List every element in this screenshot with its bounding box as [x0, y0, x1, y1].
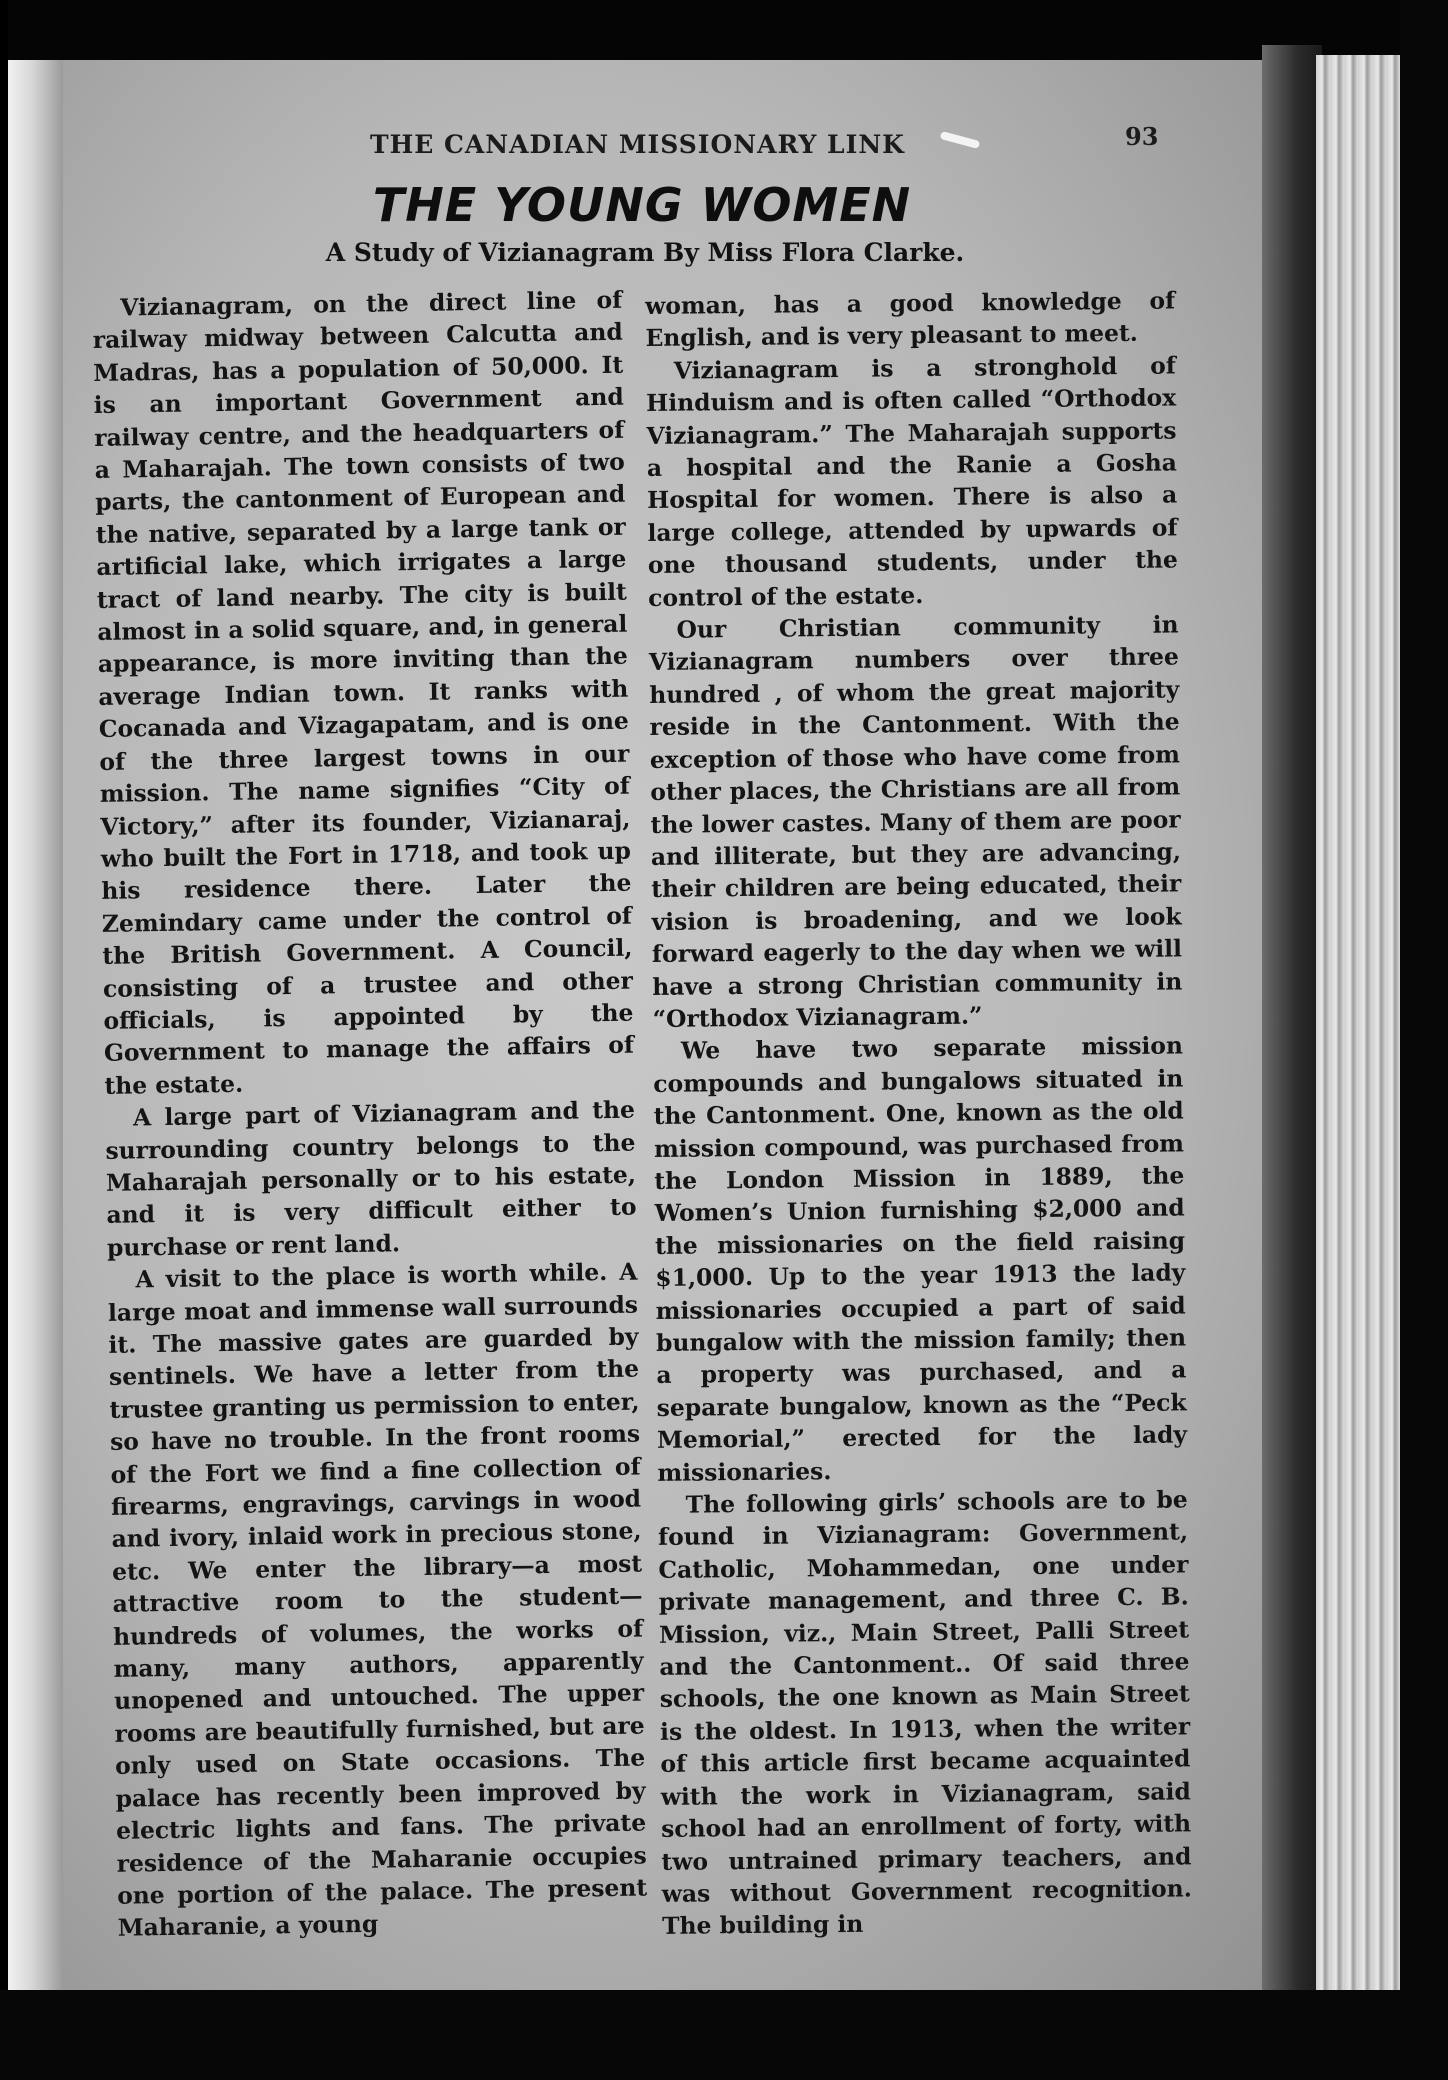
film-border-left — [0, 0, 8, 2080]
page-number: 93 — [1125, 122, 1159, 151]
page-left-edge — [8, 60, 63, 2000]
paragraph: Our Christian community in Vizianagram numbers over three hundred , of whom the great majority reside in the Cantonment. With the exception of those who have come from other places, the Christians are all from the lower castes. Many of them are poor and illiterate, but they are advancing, their children are being educated, their vision is broadening, and we look forward eagerly to the day when we will have a strong Christian community in “Orthodox Vizianagram.” — [648, 610, 1183, 1033]
film-border-right — [1400, 0, 1448, 2080]
article-subtitle: A Study of Vizianagram By Miss Flora Clarke. — [325, 238, 965, 267]
running-head: THE CANADIAN MISSIONARY LINK — [370, 130, 905, 159]
paragraph: A large part of Vizianagram and the surrounding country belongs to the Maharajah personally or to his estate, and it is very difficult either to purchase or rent land. — [105, 1095, 637, 1262]
paragraph-continued: woman, has a good knowledge of English, and is very pleasant to meet. — [645, 286, 1176, 353]
book-gutter-shadow — [1262, 45, 1322, 2005]
left-column — [92, 284, 648, 1943]
right-column — [645, 284, 1192, 1941]
paragraph: We have two separate mission compounds and bungalows situated in the Cantonment. One, known as the old mission compound, was purchased from the London Mission in 1889, the Women’s Union furnishing $2,000 and the missionaries on the field raising $1,000. Up to the year 1913 the lady missionaries occupied a part of said bungalow with the mission family; then a property was purchased, and a separate bungalow, known as the “Peck Memorial,” erected for the lady missionaries. — [653, 1031, 1188, 1487]
film-border-top — [0, 0, 1448, 60]
article-title: THE YOUNG WOMEN — [372, 178, 912, 232]
paragraph: A visit to the place is worth while. A large moat and immense wall surrounds it. The massive gates are guarded by sentinels. We have a letter from the trustee granting us permission to enter, so have no trouble. In the front rooms of the Fort we find a fine collection of firearms, engravings, carvings in wood and ivory, inlaid work in precious stone, etc. We enter the library—a most attractive room to the student—hundreds of volumes, the works of many, many authors, apparently unopened and untouched. The upper rooms are beautifully furnished, but are only used on State occasions. The palace has recently been improved by electric lights and fans. The private residence of the Maharanie occupies one portion of the palace. The present Maharanie, a young — [107, 1257, 648, 1943]
book-page-edges — [1316, 55, 1404, 1995]
paragraph: The following girls’ schools are to be found in Vizianagram: Government, Catholic, Mohammedan, one under private management, and three C. B. Mission, viz., Main Street, Palli Street and the Cantonment.. Of said three schools, the one known as Main Street is the oldest. In 1913, when the writer of this article first became acquainted with the work in Vizianagram, said school had an enrollment of forty, with two untrained primary teachers, and was without Government recognition. The building in — [657, 1485, 1192, 1941]
paragraph: Vizianagram is a stronghold of Hinduism and is often called “Orthodox Vizianagram.” The Maharajah supports a hospital and the Ranie a Gosha Hospital for women. There is also a large college, attended by upwards of one thousand students, under the control of the estate. — [646, 351, 1178, 612]
paragraph: Vizianagram, on the direct line of railway midway between Calcutta and Madras, has a population of 50,000. It is an important Government and railway centre, and the headquarters of a Maharajah. The town consists of two parts, the cantonment of European and the native, separated by a large tank or artificial lake, which irrigates a large tract of land nearby. The city is built almost in a solid square, and, in general appearance, is more inviting than the average Indian town. It ranks with Cocanada and Vizagapatam, and is one of the three largest towns in our mission. The name signifies “City of Victory,” after its founder, Vizianaraj, who built the Fort in 1718, and took up his residence there. Later the Zemindary came under the control of the British Government. A Council, consisting of a trustee and other officials, is appointed by the Government to manage the affairs of the estate. — [92, 285, 635, 1100]
film-border-bottom — [0, 1990, 1448, 2080]
